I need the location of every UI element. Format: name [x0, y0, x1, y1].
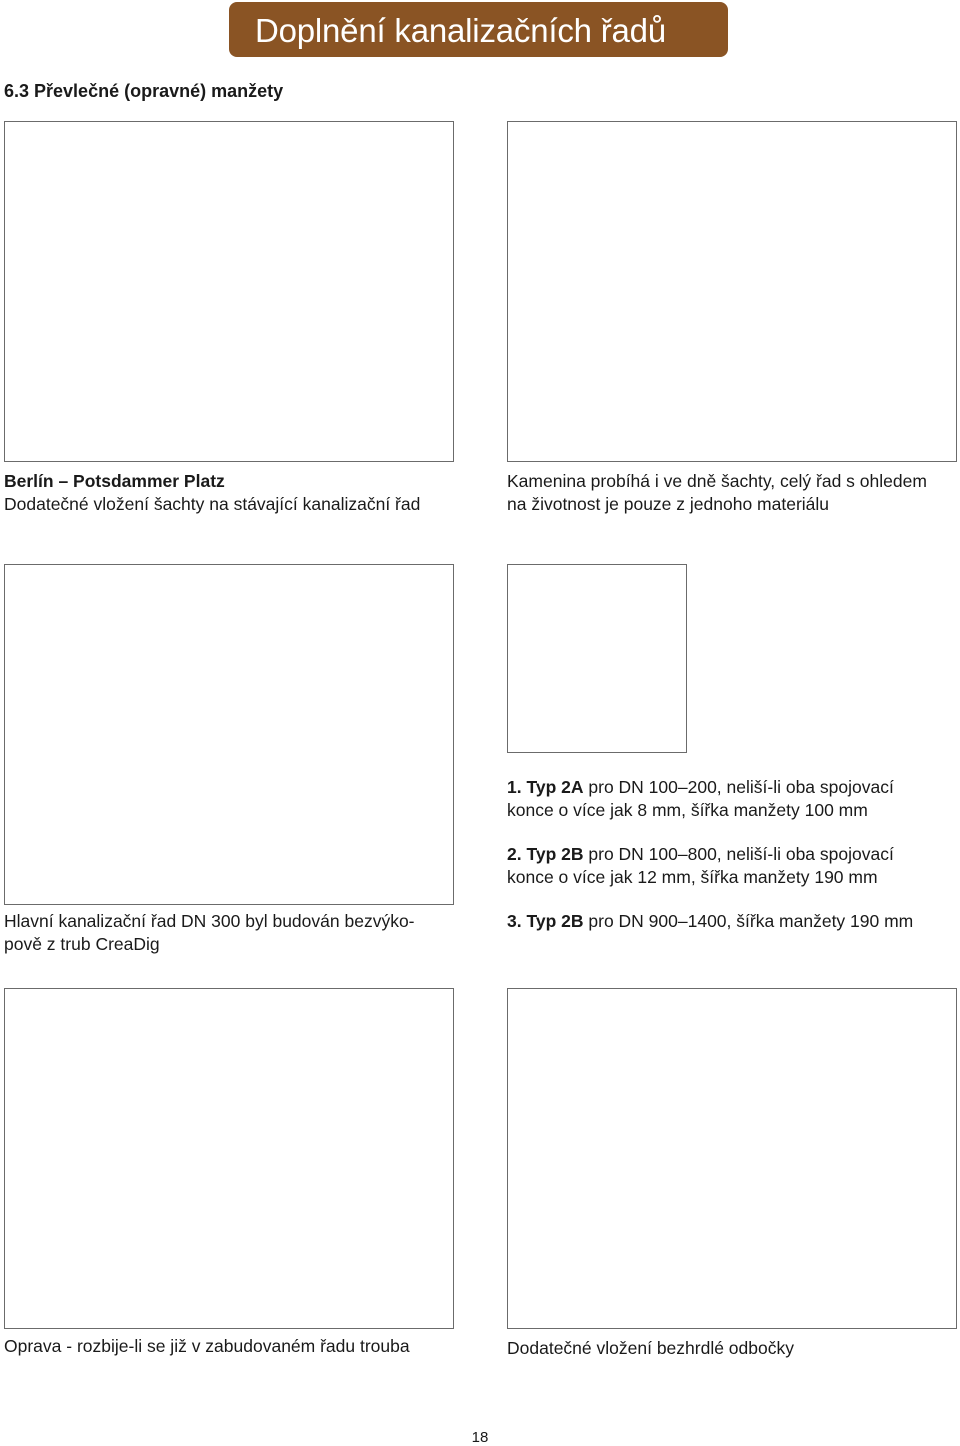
caption-dodatecne	[507, 1337, 794, 1360]
type-item-3-text: pro DN 900–1400, šířka manžety 190 mm	[583, 911, 914, 931]
type-item-3-label: 3. Typ 2B	[507, 911, 584, 931]
type-item-1-text: pro DN 100–200, neliší-li oba spojovací	[583, 777, 894, 797]
photo-branch-insert	[507, 988, 957, 1329]
caption-hlavni-line1: Hlavní kanalizační řad DN 300 byl budován bezvýko-	[4, 911, 415, 931]
photo-coupling-sleeve	[507, 564, 687, 753]
type-item-1-label: 1. Typ 2A	[507, 777, 584, 797]
caption-berlin-desc: Dodatečné vložení šachty na stávající kanalizační řad	[4, 494, 421, 514]
photo-berlin-shaft	[4, 121, 454, 462]
type-item-2	[507, 843, 894, 889]
caption-hlavni	[4, 910, 415, 956]
caption-dodatecne-text: Dodatečné vložení bezhrdlé odbočky	[507, 1338, 794, 1358]
photo-main-sewer	[4, 564, 454, 905]
caption-kamenina-line1: Kamenina probíhá i ve dně šachty, celý řad s ohledem	[507, 471, 927, 491]
photo-repair	[4, 988, 454, 1329]
caption-berlin-title: Berlín – Potsdammer Platz	[4, 471, 225, 491]
type-item-1	[507, 776, 894, 822]
caption-kamenina	[507, 470, 927, 516]
caption-hlavni-line2: pově z trub CreaDig	[4, 934, 160, 954]
type-item-2-text: pro DN 100–800, neliší-li oba spojovací	[583, 844, 894, 864]
caption-oprava	[4, 1335, 410, 1358]
header-banner	[229, 2, 728, 57]
page-number: 18	[471, 1429, 489, 1446]
caption-kamenina-line2: na životnost je pouze z jednoho materiálu	[507, 494, 830, 514]
caption-oprava-text: Oprava - rozbije-li se již v zabudovaném řadu trouba	[4, 1336, 410, 1356]
photo-shaft-bottom	[507, 121, 957, 462]
type-item-3	[507, 910, 913, 933]
type-item-1-line2: konce o více jak 8 mm, šířka manžety 100 mm	[507, 800, 868, 820]
section-title: 6.3 Převlečné (opravné) manžety	[4, 81, 284, 101]
page-header-title: Doplnění kanalizačních řadů	[254, 12, 666, 49]
type-item-2-label: 2. Typ 2B	[507, 844, 584, 864]
caption-berlin	[4, 470, 420, 516]
type-item-2-line2: konce o více jak 12 mm, šířka manžety 190 mm	[507, 867, 878, 887]
